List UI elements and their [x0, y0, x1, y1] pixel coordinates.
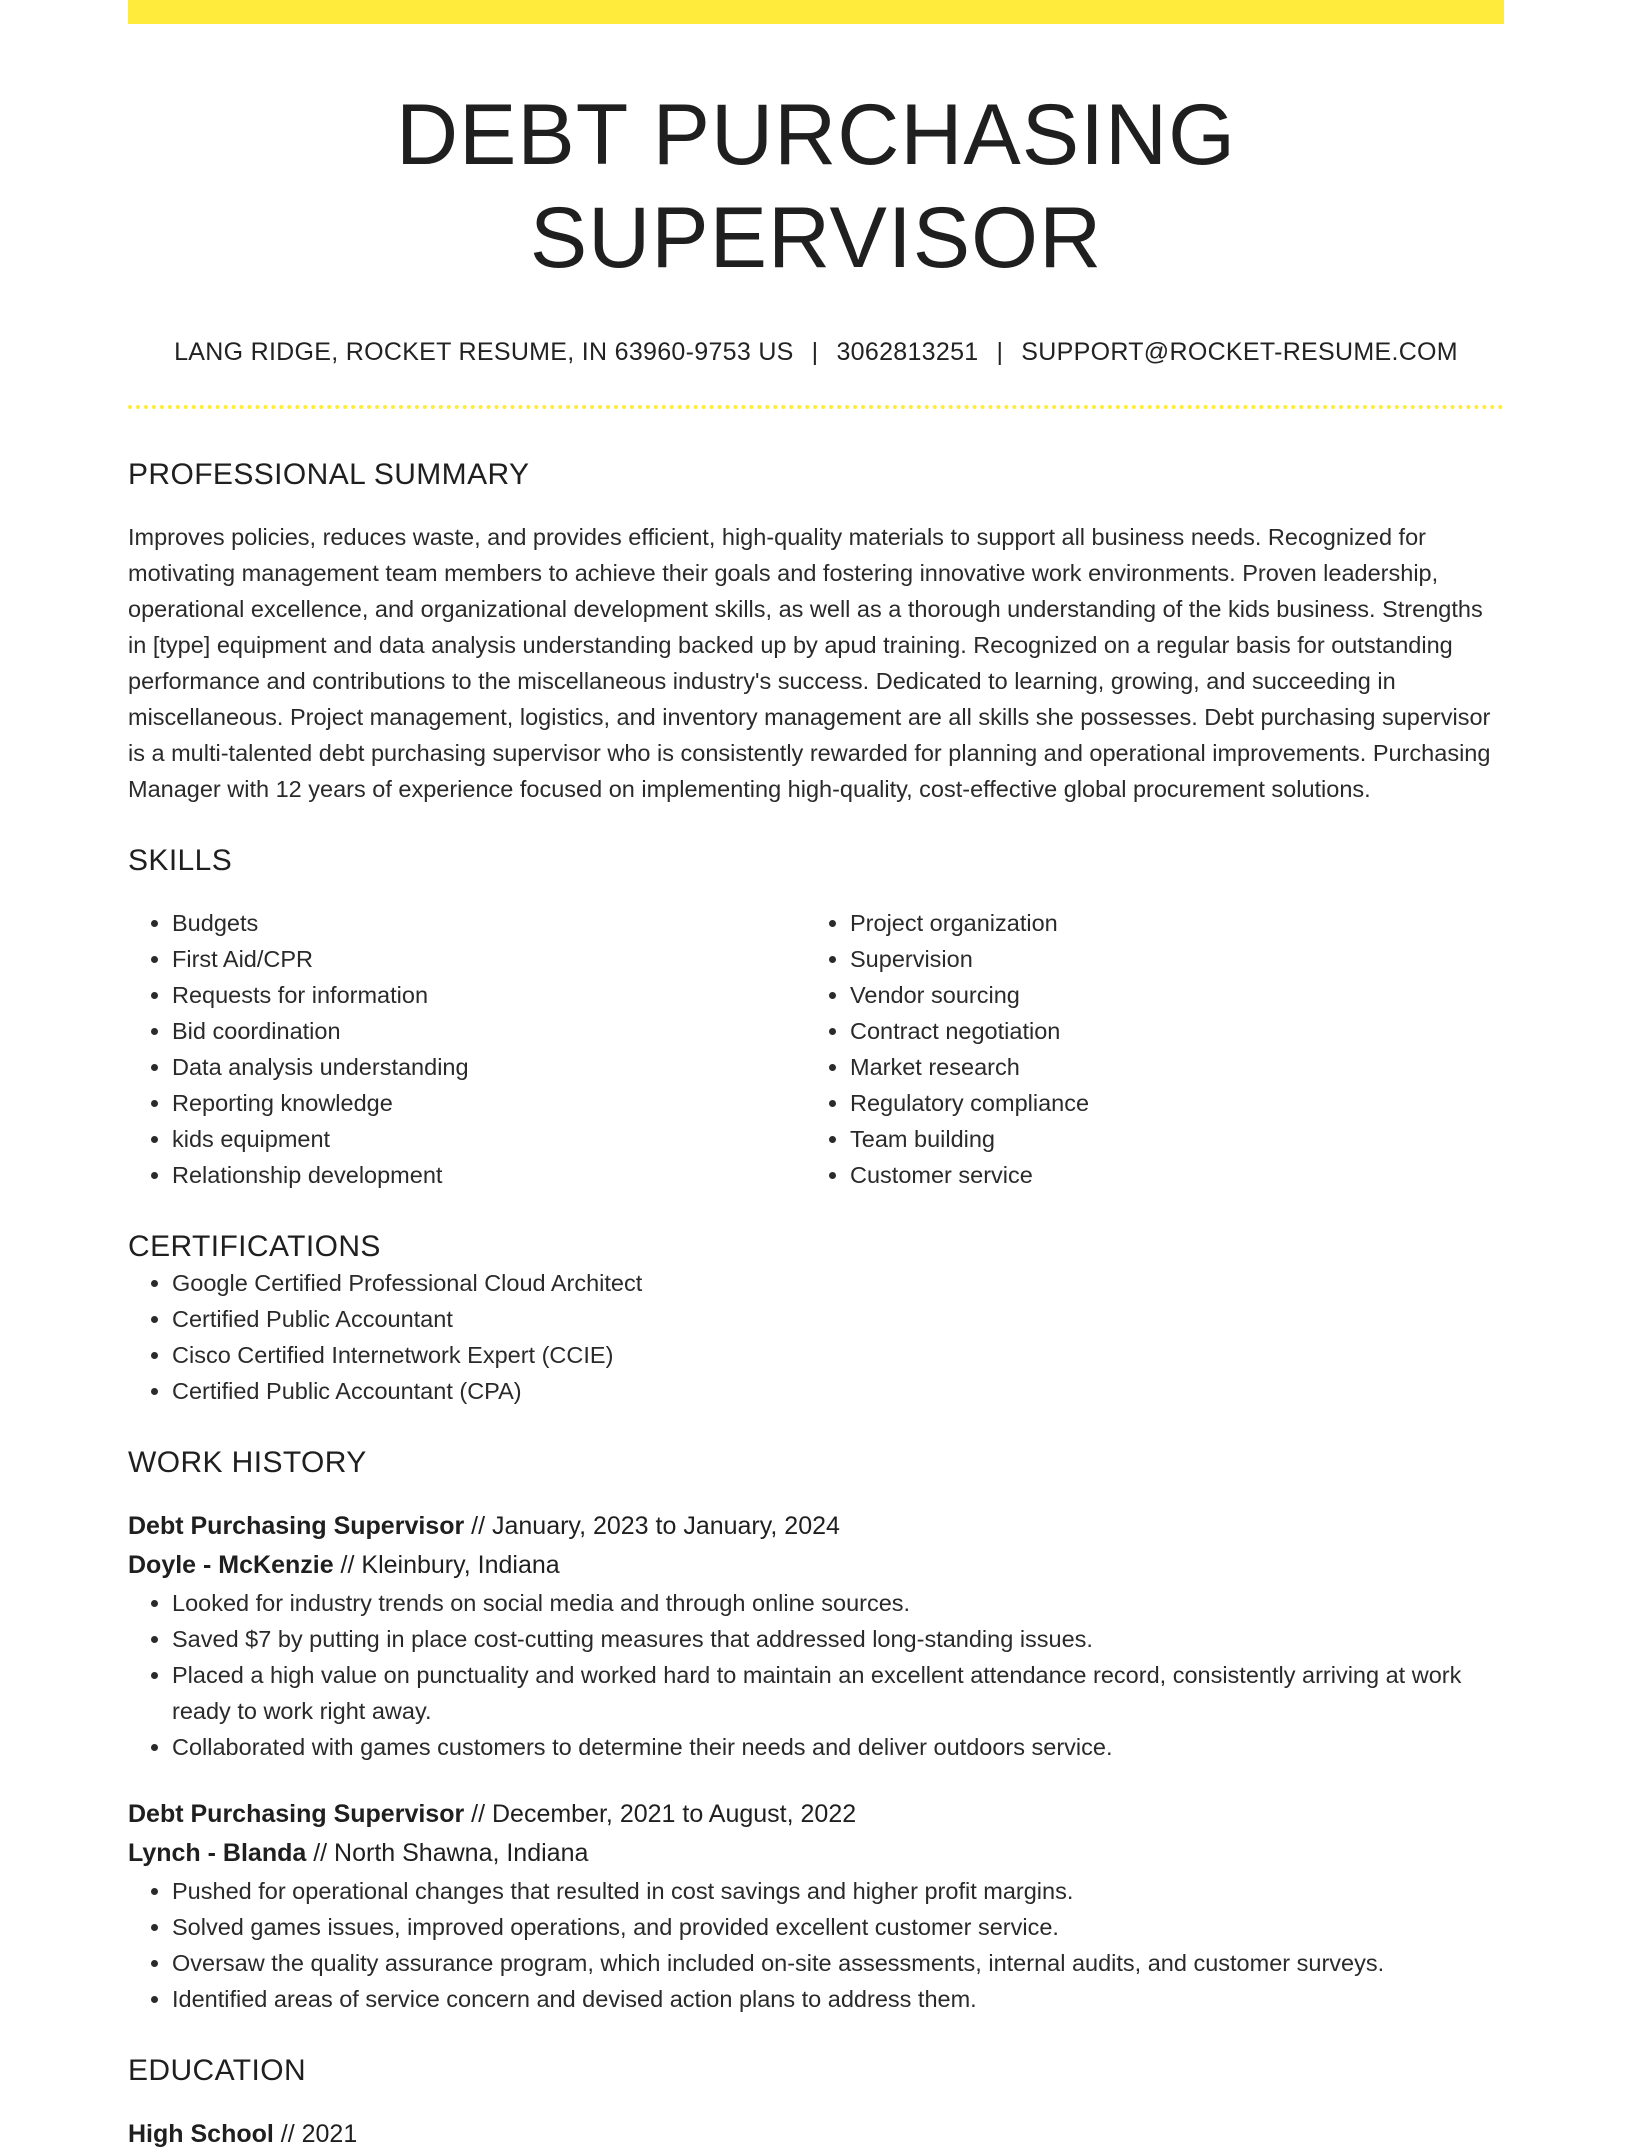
certification-item: • Certified Public Accountant	[172, 1301, 1504, 1337]
resume-page	[128, 0, 1504, 2154]
job-dates: // December, 2021 to August, 2022	[464, 1800, 857, 1829]
resume-name: DEBT PURCHASING SUPERVISOR	[395, 87, 1237, 287]
skill-item: • kids equipment	[172, 1121, 806, 1157]
job-company-line	[128, 1834, 1504, 1873]
contact-address: LANG RIDGE, ROCKET RESUME, IN 63960-9753 US	[174, 338, 794, 367]
job-duties-list	[128, 1873, 1504, 2017]
certification-item: • Certified Public Accountant (CPA)	[172, 1373, 1504, 1409]
contact-separator: |	[811, 338, 819, 367]
skill-item: • Reporting knowledge	[172, 1085, 806, 1121]
skill-item: • Data analysis understanding	[172, 1049, 806, 1085]
contact-line	[128, 338, 1504, 367]
job-duty-item: • Oversaw the quality assurance program, which included on-site assessments, internal audits, and customer surveys.	[172, 1945, 1504, 1981]
job-duty-item: • Solved games issues, improved operations, and provided excellent customer service.	[172, 1909, 1504, 1945]
skill-item: • Market research	[850, 1049, 1484, 1085]
summary-heading: PROFESSIONAL SUMMARY	[128, 458, 530, 492]
job-location: // Kleinbury, Indiana	[333, 1551, 560, 1580]
skill-item: • Customer service	[850, 1157, 1484, 1193]
job-role: Debt Purchasing Supervisor	[128, 1800, 465, 1829]
job-title-line	[128, 1795, 1504, 1834]
job-duty-item: • Pushed for operational changes that resulted in cost savings and higher profit margins.	[172, 1873, 1504, 1909]
certification-item: • Cisco Certified Internetwork Expert (CCIE)	[172, 1337, 1504, 1373]
education-heading: EDUCATION	[128, 2054, 307, 2088]
skills-left-column	[128, 905, 806, 1193]
job-duty-item: • Placed a high value on punctuality and worked hard to maintain an excellent attendance record, consistently arriving at work ready to work right away.	[172, 1657, 1504, 1729]
job-title-line	[128, 1507, 1504, 1546]
job-duty-item: • Saved $7 by putting in place cost-cutting measures that addressed long-standing issues.	[172, 1621, 1504, 1657]
job-duty-item: • Collaborated with games customers to determine their needs and deliver outdoors service.	[172, 1729, 1504, 1765]
contact-separator: |	[996, 338, 1004, 367]
skills-right-column	[806, 905, 1484, 1193]
skill-item: • Contract negotiation	[850, 1013, 1484, 1049]
job-role: Debt Purchasing Supervisor	[128, 1512, 465, 1541]
skill-item: • Requests for information	[172, 977, 806, 1013]
skill-item: • Budgets	[172, 905, 806, 941]
skill-item: • Team building	[850, 1121, 1484, 1157]
education-year: // 2021	[273, 2120, 358, 2149]
summary-text: Improves policies, reduces waste, and provides efficient, high-quality materials to support all business needs. Recognized for motivating management team members to achieve their goals and fostering innovative work environments. Proven leadership, operational excellence, and organizational development skills, as well as a thorough understanding of the kids business. Strengths in [type] equipment and data analysis understanding backed up by apud training. Recognized on a regular basis for outstanding performance and contributions to the miscellaneous industry's success. Dedicated to learning, growing, and succeeding in miscellaneous. Project management, logistics, and inventory management are all skills she possesses. Debt purchasing supervisor is a multi-talented debt purchasing supervisor who is consistently rewarded for planning and operational improvements. Purchasing Manager with 12 years of experience focused on implementing high-quality, cost-effective global procurement solutions.	[128, 524, 1491, 803]
skills-heading: SKILLS	[128, 844, 233, 878]
skill-item: • Supervision	[850, 941, 1484, 977]
certifications-heading: CERTIFICATIONS	[128, 1230, 381, 1264]
skill-item: • Project organization	[850, 905, 1484, 941]
skill-item: • Vendor sourcing	[850, 977, 1484, 1013]
accent-top-bar	[128, 0, 1504, 24]
job-company: Doyle - McKenzie	[128, 1551, 334, 1580]
skill-item: • Regulatory compliance	[850, 1085, 1484, 1121]
job-dates: // January, 2023 to January, 2024	[464, 1512, 840, 1541]
job-duty-item: • Identified areas of service concern and devised action plans to address them.	[172, 1981, 1504, 2017]
certification-item: • Google Certified Professional Cloud Architect	[172, 1265, 1504, 1301]
job-location: // North Shawna, Indiana	[306, 1839, 589, 1868]
skills-list	[128, 905, 1504, 1193]
job-company-line	[128, 1546, 1504, 1585]
work-history-heading: WORK HISTORY	[128, 1446, 367, 1480]
job-company: Lynch - Blanda	[128, 1839, 307, 1868]
contact-email: SUPPORT@ROCKET-RESUME.COM	[1021, 338, 1458, 367]
job-duties-list	[128, 1585, 1504, 1765]
education-degree: High School	[128, 2120, 274, 2149]
certifications-list	[128, 1265, 1504, 1409]
contact-phone: 3062813251	[836, 338, 979, 367]
skill-item: • Bid coordination	[172, 1013, 806, 1049]
job-duty-item: • Looked for industry trends on social media and through online sources.	[172, 1585, 1504, 1621]
skill-item: • Relationship development	[172, 1157, 806, 1193]
dotted-divider	[128, 405, 1504, 409]
skill-item: • First Aid/CPR	[172, 941, 806, 977]
education-entry	[128, 2115, 1504, 2154]
